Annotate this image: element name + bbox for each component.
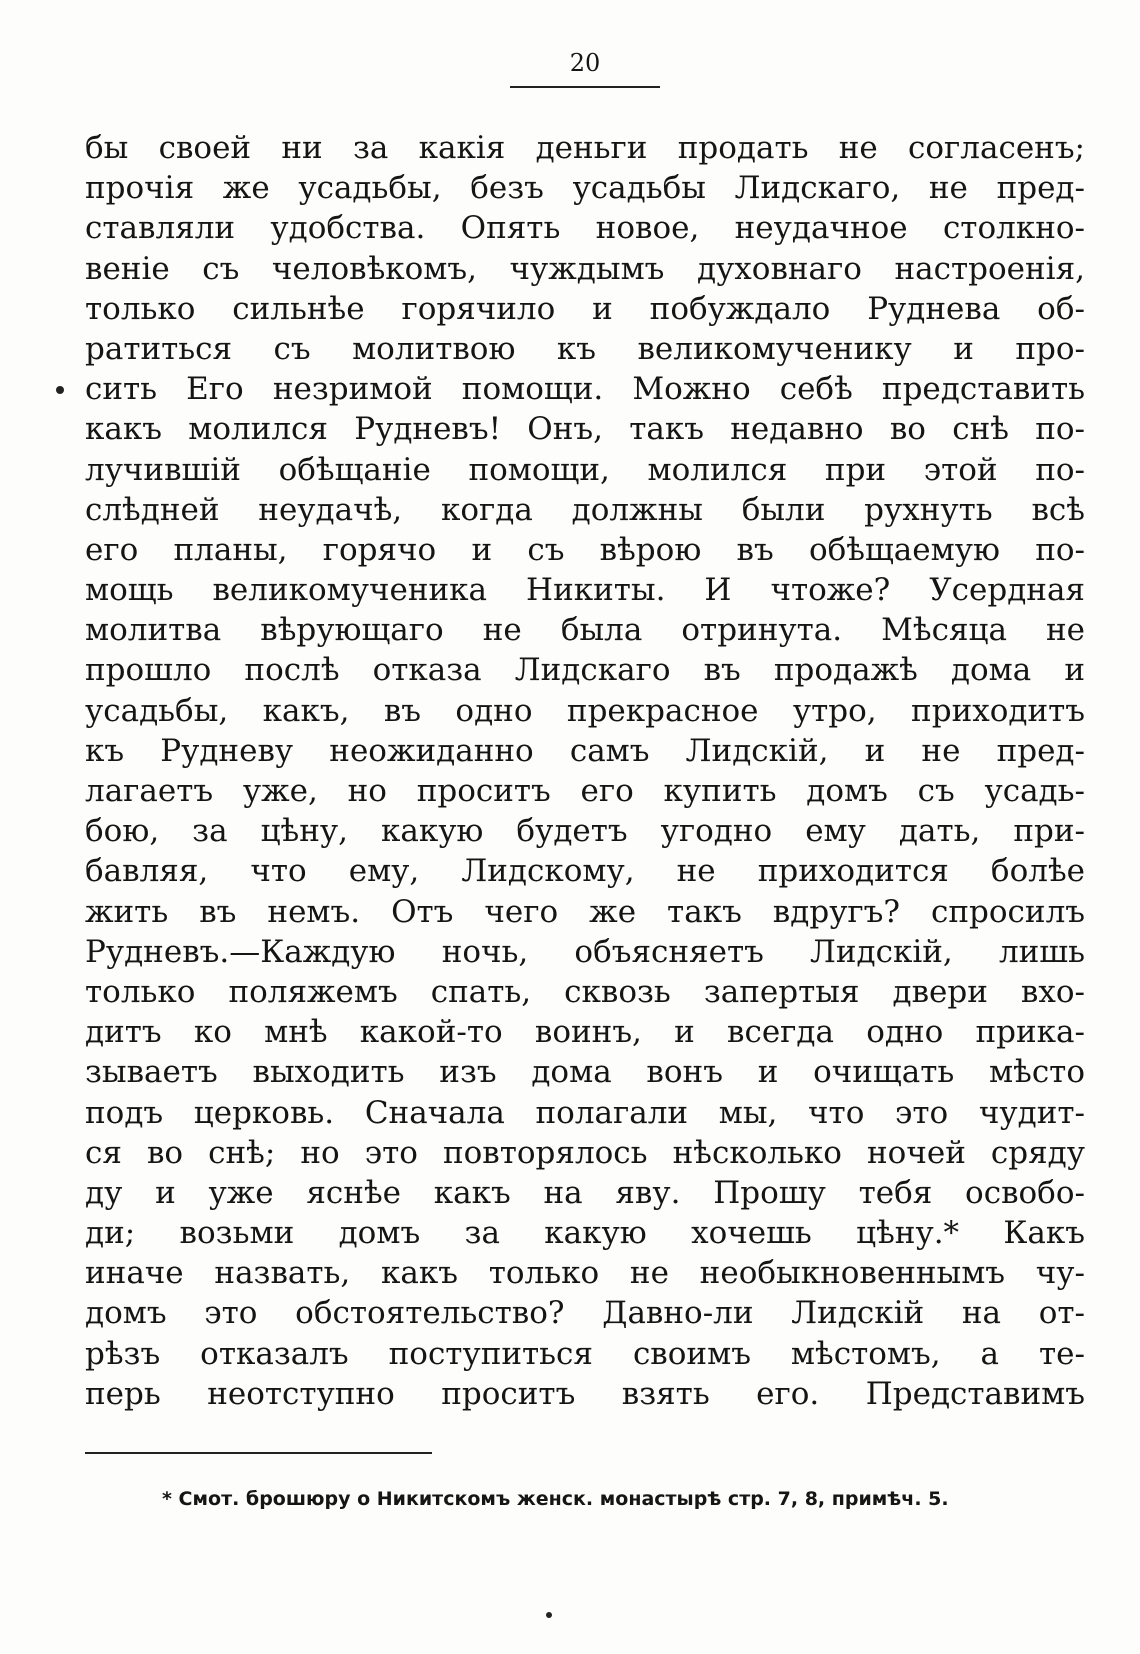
text-line: жить въ немъ. Отъ чего же такъ вдругъ? спросилъ (85, 893, 1085, 930)
text-line: лагаетъ уже, но проситъ его купить домъ съ усадь- (85, 773, 1085, 809)
text-line: бы своей ни за какія деньги продать не согласенъ; (85, 130, 1085, 166)
text-line: сить Его незримой помощи. Можно себѣ представить (85, 371, 1085, 408)
text-line: его планы, горячо и съ вѣрою въ обѣщаемую по- (85, 531, 1085, 568)
footnote: * Смот. брошюру о Никитскомъ женск. монастырѣ стр. 7, 8, примѣч. 5. (162, 1488, 949, 1510)
text-line: только сильнѣе горячило и побуждало Руднева об- (85, 290, 1085, 327)
text-line: ди; возьми домъ за какую хочешь цѣну.* Какъ (85, 1215, 1085, 1252)
text-line: слѣдней неудачѣ, когда должны были рухнуть всѣ (85, 491, 1085, 528)
text-line: перь неотступно проситъ взять его. Представимъ (85, 1375, 1085, 1412)
text-line: подъ церковь. Сначала полагали мы, что это чудит- (85, 1094, 1085, 1131)
text-line: только поляжемъ спать, сквозь запертыя двери вхо- (85, 973, 1085, 1010)
text-line: прочія же усадьбы, безъ усадьбы Лидскаго, не пред- (85, 170, 1085, 207)
margin-mark (56, 386, 64, 394)
body-text (85, 128, 1085, 1414)
text-line: бавляя, что ему, Лидскому, не приходится болѣе (85, 853, 1085, 890)
print-speck (546, 1612, 552, 1618)
text-line: ставляли удобства. Опять новое, неудачное столкно- (85, 210, 1085, 247)
text-line: рѣзъ отказалъ поступиться своимъ мѣстомъ, а те- (85, 1335, 1085, 1372)
text-line: ратиться съ молитвою къ великомученику и про- (85, 330, 1085, 367)
page-number-rule (510, 86, 660, 88)
text-line: ду и уже яснѣе какъ на яву. Прошу тебя освобо- (85, 1174, 1085, 1211)
footnote-divider (85, 1452, 432, 1454)
text-line: ся во снѣ; но это повторялось нѣсколько ночей сряду (85, 1134, 1085, 1171)
page-number: 20 (569, 49, 601, 77)
text-line: зываетъ выходить изъ дома вонъ и очищать мѣсто (85, 1054, 1085, 1091)
text-line: мощь великомученика Никиты. И чтоже? Усердная (85, 572, 1085, 609)
text-line: дитъ ко мнѣ какой-то воинъ, и всегда одно прика- (85, 1014, 1085, 1051)
text-line: лучившій обѣщаніе помощи, молился при этой по- (85, 451, 1085, 488)
text-line: какъ молился Рудневъ! Онъ, такъ недавно во снѣ по- (85, 411, 1085, 448)
text-line: домъ это обстоятельство? Давно-ли Лидскій на от- (85, 1295, 1085, 1332)
text-line: веніе съ человѣкомъ, чуждымъ духовнаго настроенія, (85, 250, 1085, 287)
text-line: къ Рудневу неожиданно самъ Лидскій, и не пред- (85, 732, 1085, 769)
text-line: бою, за цѣну, какую будетъ угодно ему дать, при- (85, 813, 1085, 850)
text-line: усадьбы, какъ, въ одно прекрасное утро, приходитъ (85, 692, 1085, 729)
text-line: молитва вѣрующаго не была отринута. Мѣсяца не (85, 612, 1085, 649)
text-line: прошло послѣ отказа Лидскаго въ продажѣ дома и (85, 652, 1085, 689)
text-line: Рудневъ.—Каждую ночь, объясняетъ Лидскій, лишь (85, 933, 1085, 970)
text-line: иначе назвать, какъ только не необыкновеннымъ чу- (85, 1255, 1085, 1292)
